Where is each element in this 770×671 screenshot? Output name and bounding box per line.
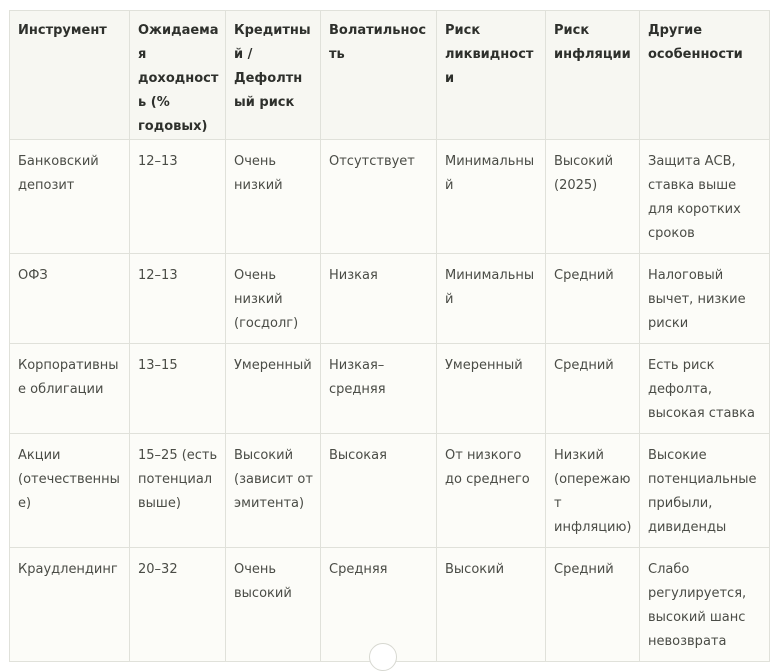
- header-row: [10, 11, 770, 140]
- cell-instrument: Банковский депозит: [10, 140, 130, 254]
- cell-credit-risk: Очень низкий: [226, 140, 321, 254]
- cell-volatility: Низкая–средняя: [321, 344, 437, 434]
- cell-credit-risk: Высокий (зависит от эмитента): [226, 434, 321, 548]
- scroll-down-button[interactable]: [369, 643, 397, 671]
- comparison-table: [9, 10, 770, 662]
- header-other-features: Другие особенности: [640, 11, 770, 140]
- cell-volatility: Отсутствует: [321, 140, 437, 254]
- cell-expected-return: 15–25 (есть потенциал выше): [130, 434, 226, 548]
- cell-inflation-risk: Низкий (опережают инфляцию): [546, 434, 640, 548]
- header-liquidity-risk: Риск ликвидности: [437, 11, 546, 140]
- cell-expected-return: 13–15: [130, 344, 226, 434]
- header-inflation-risk: Риск инфляции: [546, 11, 640, 140]
- cell-inflation-risk: Средний: [546, 548, 640, 662]
- header-volatility: Волатильность: [321, 11, 437, 140]
- cell-instrument: Краудлендинг: [10, 548, 130, 662]
- table-row: [10, 344, 770, 434]
- cell-inflation-risk: Средний: [546, 344, 640, 434]
- table-row: [10, 254, 770, 344]
- cell-expected-return: 12–13: [130, 140, 226, 254]
- cell-liquidity-risk: Умеренный: [437, 344, 546, 434]
- cell-other-features: Слабо регулируется, высокий шанс невозврата: [640, 548, 770, 662]
- cell-instrument: Корпоративные облигации: [10, 344, 130, 434]
- cell-credit-risk: Очень низкий (госдолг): [226, 254, 321, 344]
- table-container[interactable]: [9, 10, 758, 649]
- cell-liquidity-risk: От низкого до среднего: [437, 434, 546, 548]
- header-instrument: Инструмент: [10, 11, 130, 140]
- table-row: [10, 140, 770, 254]
- cell-credit-risk: Очень высокий: [226, 548, 321, 662]
- cell-expected-return: 12–13: [130, 254, 226, 344]
- cell-other-features: Высокие потенциальные прибыли, дивиденды: [640, 434, 770, 548]
- cell-other-features: Есть риск дефолта, высокая ставка: [640, 344, 770, 434]
- cell-liquidity-risk: Высокий: [437, 548, 546, 662]
- cell-volatility: Средняя: [321, 548, 437, 662]
- cell-volatility: Низкая: [321, 254, 437, 344]
- cell-expected-return: 20–32: [130, 548, 226, 662]
- cell-volatility: Высокая: [321, 434, 437, 548]
- table-row: [10, 434, 770, 548]
- header-expected-return: Ожидаемая доходность (% годовых): [130, 11, 226, 140]
- cell-other-features: Налоговый вычет, низкие риски: [640, 254, 770, 344]
- cell-instrument: Акции (отечественные): [10, 434, 130, 548]
- cell-other-features: Защита АСВ, ставка выше для коротких сроков: [640, 140, 770, 254]
- cell-instrument: ОФЗ: [10, 254, 130, 344]
- cell-credit-risk: Умеренный: [226, 344, 321, 434]
- cell-liquidity-risk: Минимальный: [437, 254, 546, 344]
- cell-liquidity-risk: Минимальный: [437, 140, 546, 254]
- header-credit-risk: Кредитный / Дефолтный риск: [226, 11, 321, 140]
- cell-inflation-risk: Средний: [546, 254, 640, 344]
- cell-inflation-risk: Высокий (2025): [546, 140, 640, 254]
